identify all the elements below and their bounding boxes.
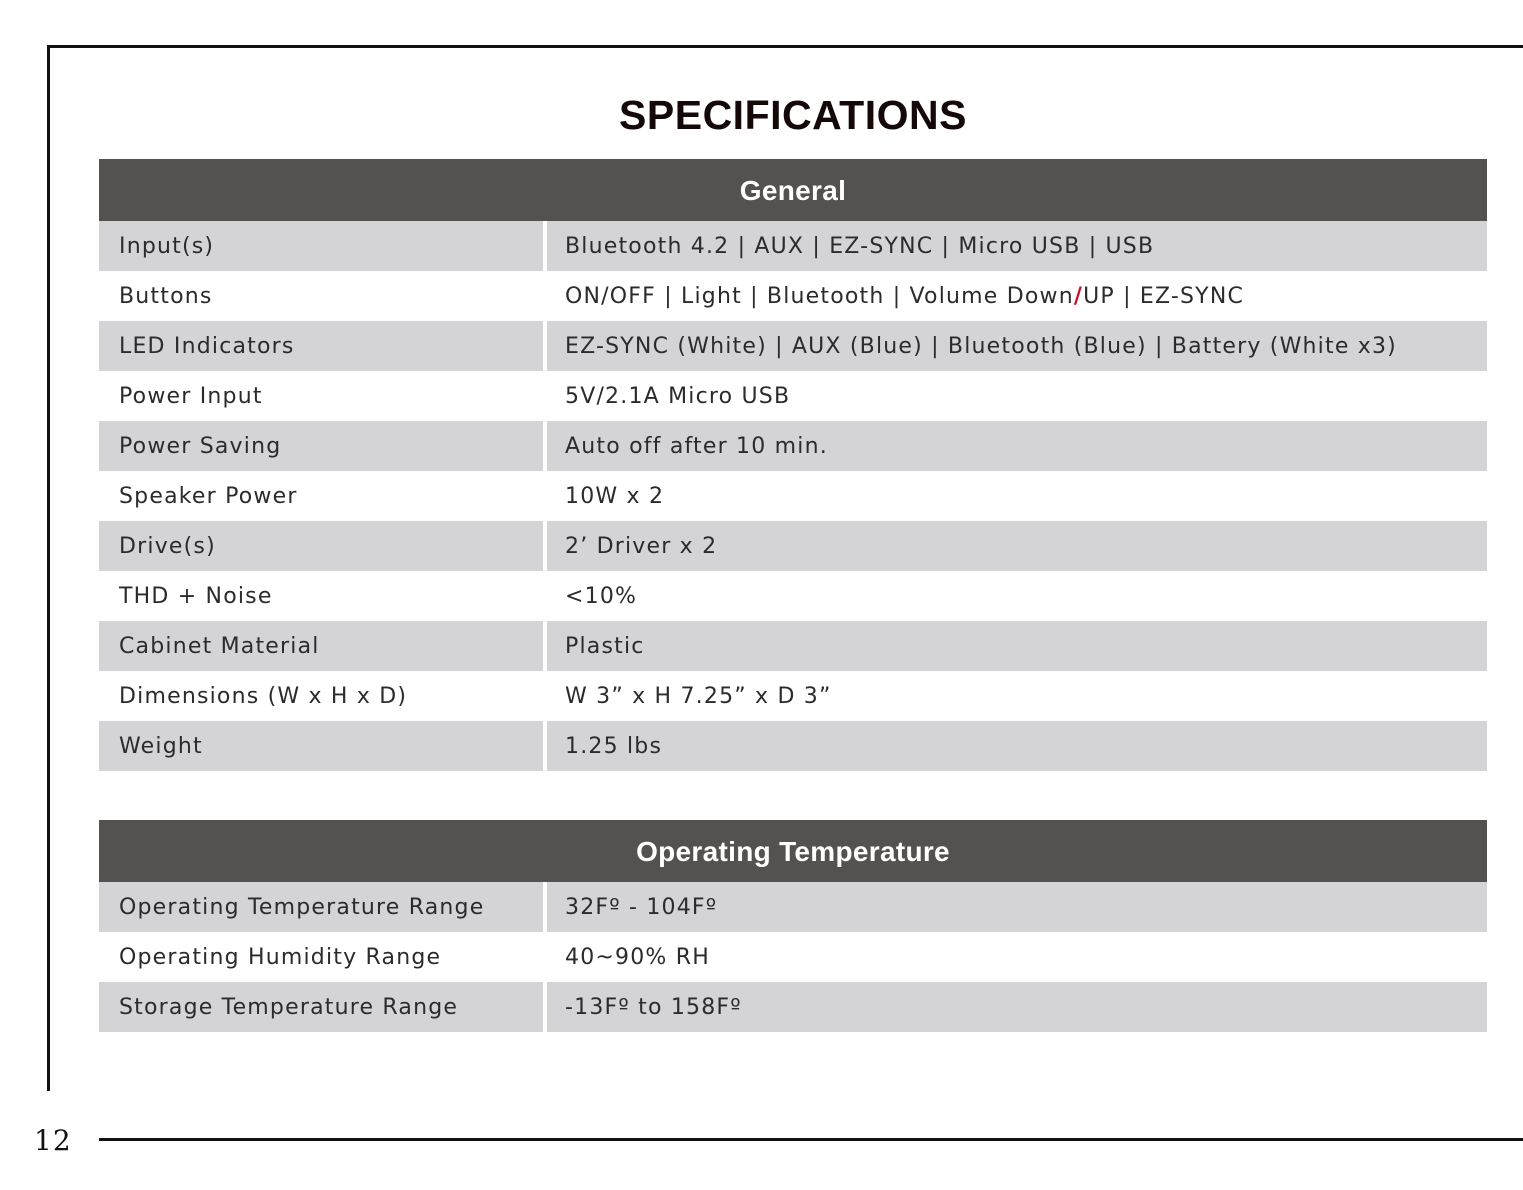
table-row xyxy=(99,471,1487,521)
spec-value: 10W x 2 xyxy=(565,484,665,509)
spec-value: Auto off after 10 min. xyxy=(547,421,1487,471)
spec-value: 2’ Driver x 2 xyxy=(547,521,1487,571)
table-header-operating-temperature: Operating Temperature xyxy=(99,820,1487,882)
spec-label: Speaker Power xyxy=(119,484,298,509)
table-row xyxy=(99,571,1487,621)
spec-value: -13Fº to 158Fº xyxy=(547,982,1487,1032)
spec-value: Plastic xyxy=(547,621,1487,671)
spec-label: Storage Temperature Range xyxy=(99,982,543,1032)
spec-value: W 3” x H 7.25” x D 3” xyxy=(565,684,832,709)
table-row xyxy=(99,721,1487,771)
spec-label: Buttons xyxy=(119,284,213,309)
table-row xyxy=(99,421,1487,471)
spec-label: Power Input xyxy=(119,384,263,409)
spec-label: Input(s) xyxy=(99,221,543,271)
table-row xyxy=(99,882,1487,932)
page-frame-left-rule xyxy=(47,45,50,1091)
page-frame-top-rule xyxy=(47,45,1523,48)
accent-slash: / xyxy=(1073,284,1084,309)
spec-label: Dimensions (W x H x D) xyxy=(119,684,408,709)
spec-label: Power Saving xyxy=(99,421,543,471)
spec-value: 40~90% RH xyxy=(565,945,710,970)
general-spec-table xyxy=(99,159,1487,771)
table-row xyxy=(99,521,1487,571)
spec-label: Weight xyxy=(99,721,543,771)
spec-label: LED Indicators xyxy=(99,321,543,371)
spec-value: EZ-SYNC (White) | AUX (Blue) | Bluetooth (Blue) | Battery (White x3) xyxy=(547,321,1487,371)
spec-label: THD + Noise xyxy=(119,584,273,609)
table-row xyxy=(99,321,1487,371)
table-row xyxy=(99,371,1487,421)
page-frame-bottom-rule xyxy=(99,1138,1523,1141)
spec-value: 5V/2.1A Micro USB xyxy=(565,384,791,409)
page-title: SPECIFICATIONS xyxy=(619,92,967,138)
spec-value: <10% xyxy=(565,584,638,609)
page-number: 12 xyxy=(34,1124,72,1157)
table-header-general: General xyxy=(99,159,1487,221)
table-row xyxy=(99,221,1487,271)
spec-value-buttons: ON/OFF | Light | Bluetooth | Volume Down/UP | EZ-SYNC xyxy=(565,284,1245,309)
spec-label: Cabinet Material xyxy=(99,621,543,671)
spec-value: 1.25 lbs xyxy=(547,721,1487,771)
spec-label: Drive(s) xyxy=(99,521,543,571)
operating-temperature-table xyxy=(99,820,1487,1032)
spec-label: Operating Temperature Range xyxy=(99,882,543,932)
table-row xyxy=(99,932,1487,982)
table-row xyxy=(99,671,1487,721)
spec-value: 32Fº - 104Fº xyxy=(547,882,1487,932)
spec-value: Bluetooth 4.2 | AUX | EZ-SYNC | Micro USB | USB xyxy=(547,221,1487,271)
table-row xyxy=(99,621,1487,671)
table-row xyxy=(99,982,1487,1032)
table-row xyxy=(99,271,1487,321)
spec-label: Operating Humidity Range xyxy=(119,945,442,970)
